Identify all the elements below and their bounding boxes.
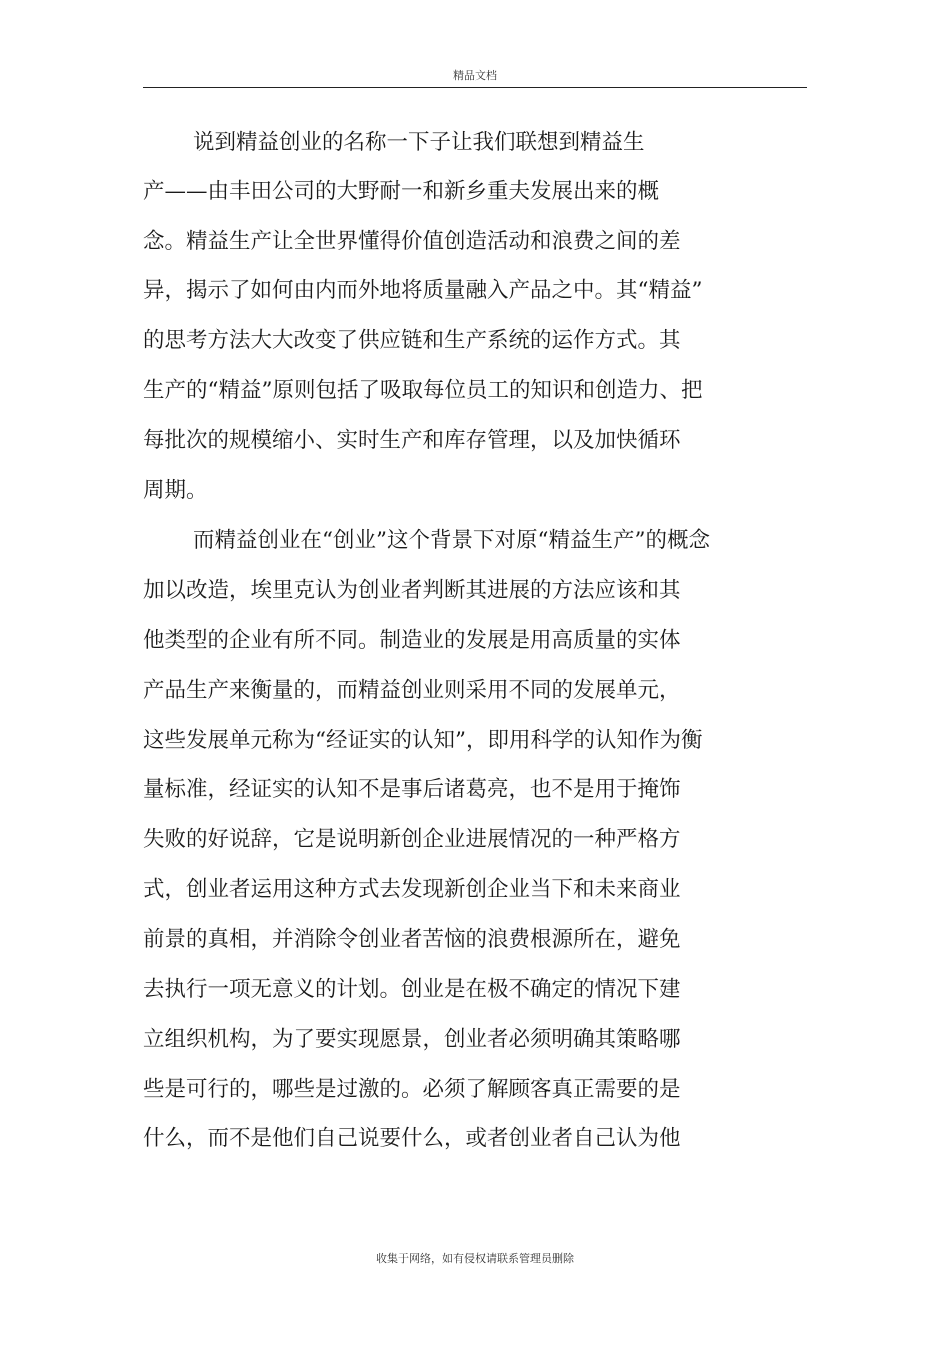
paragraph-1-line-4: 异，揭示了如何由内而外地将质量融入产品之中。其“精益” — [143, 278, 703, 303]
paragraph-2-line-5: 这些发展单元称为“经证实的认知”，即用科学的认知作为衡 — [143, 728, 703, 753]
paragraph-2-line-11: 立组织机构，为了要实现愿景，创业者必须明确其策略哪 — [143, 1027, 681, 1052]
paragraph-1-line-6: 生产的“精益”原则包括了吸取每位员工的知识和创造力、把 — [143, 378, 703, 403]
paragraph-1-line-1: 说到精益创业的名称一下子让我们联想到精益生 — [193, 130, 645, 155]
paragraph-1-line-3: 念。精益生产让全世界懂得价值创造活动和浪费之间的差 — [143, 229, 681, 254]
paragraph-1-line-7: 每批次的规模缩小、实时生产和库存管理，以及加快循环 — [143, 428, 681, 453]
paragraph-2-line-3: 他类型的企业有所不同。制造业的发展是用高质量的实体 — [143, 628, 681, 653]
paragraph-2-line-8: 式，创业者运用这种方式去发现新创企业当下和未来商业 — [143, 877, 681, 902]
page-footer-note: 收集于网络，如有侵权请联系管理员删除 — [376, 1252, 574, 1265]
paragraph-2-line-6: 量标准，经证实的认知不是事后诸葛亮，也不是用于掩饰 — [143, 777, 681, 802]
paragraph-2-line-4: 产品生产来衡量的，而精益创业则采用不同的发展单元， — [143, 678, 681, 703]
paragraph-2-line-2: 加以改造，埃里克认为创业者判断其进展的方法应该和其 — [143, 578, 681, 603]
paragraph-2-line-9: 前景的真相，并消除令创业者苦恼的浪费根源所在，避免 — [143, 927, 681, 952]
paragraph-1-line-5: 的思考方法大大改变了供应链和生产系统的运作方式。其 — [143, 328, 681, 353]
paragraph-1-line-8: 周期。 — [143, 478, 208, 503]
paragraph-2-line-13: 什么，而不是他们自己说要什么，或者创业者自己认为他 — [143, 1126, 681, 1151]
page-header — [143, 62, 807, 88]
header-title: 精品文档 — [453, 69, 497, 82]
paragraph-2-line-1: 而精益创业在“创业”这个背景下对原“精益生产”的概念 — [193, 528, 710, 553]
paragraph-2-line-7: 失败的好说辞，它是说明新创企业进展情况的一种严格方 — [143, 827, 681, 852]
paragraph-1-line-2: 产——由丰田公司的大野耐一和新乡重夫发展出来的概 — [143, 179, 660, 204]
paragraph-2-line-10: 去执行一项无意义的计划。创业是在极不确定的情况下建 — [143, 977, 681, 1002]
paragraph-2-line-12: 些是可行的，哪些是过激的。必须了解顾客真正需要的是 — [143, 1077, 681, 1102]
